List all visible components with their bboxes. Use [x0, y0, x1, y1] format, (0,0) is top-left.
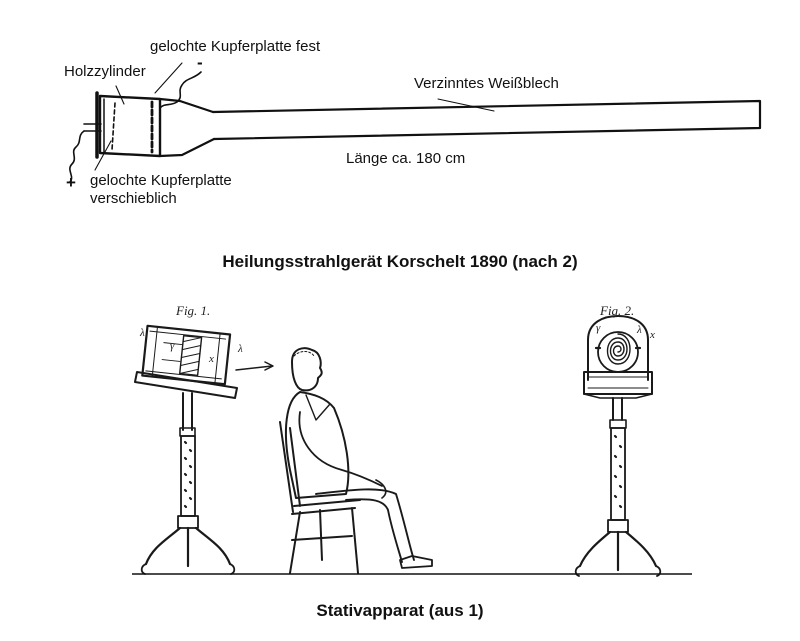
funnel-shape [160, 99, 214, 156]
fig2-label: Fig. 2. [600, 303, 635, 318]
person-legs [316, 489, 414, 562]
seated-person [280, 348, 432, 573]
stand-apparatus-fig2 [576, 316, 661, 576]
caption-top: Heilungsstrahlgerät Korschelt 1890 (nach 2) [222, 252, 578, 271]
caption-bottom: Stativapparat (aus 1) [316, 601, 484, 620]
wire-minus [160, 72, 201, 108]
stand-apparatus-fig1 [135, 326, 273, 574]
person-head [292, 348, 322, 390]
fig2-symbol-x: x [650, 329, 655, 341]
stand-tube-dotted [181, 436, 195, 516]
label-length: Länge ca. 180 cm [346, 150, 466, 167]
fig2-symbol-lambda: λ [637, 324, 642, 336]
polarity-plus: + [66, 173, 76, 192]
polarity-minus: - [197, 53, 203, 72]
fig1-symbol-gamma: γ [170, 340, 175, 352]
label-wood-cylinder: Holzzylinder [64, 63, 146, 80]
fig1-symbol-lambda-left: λ [140, 327, 145, 339]
fig1-symbol-lambda-right: λ [238, 343, 243, 355]
label-copper-plate-movable: gelochte Kupferplatte [90, 172, 232, 189]
fig2-tube-dotted [611, 428, 625, 520]
tripod-feet [146, 528, 230, 566]
label-copper-plate-movable-2: verschieblich [90, 190, 177, 207]
fig2-symbol-gamma: γ [596, 322, 601, 334]
label-tin-sheet: Verzinntes Weißblech [414, 75, 559, 92]
label-copper-plate-fixed: gelochte Kupferplatte fest [150, 38, 321, 55]
fig1-label: Fig. 1. [176, 303, 211, 318]
copper-plate-movable [112, 103, 115, 150]
fig1-symbol-x: x [209, 353, 214, 365]
person-torso [286, 392, 348, 498]
tin-tube-shape [213, 101, 760, 139]
fig2-box [584, 372, 652, 394]
fig2-tripod-feet [580, 532, 656, 570]
stand-column [183, 393, 192, 430]
chair [280, 422, 360, 573]
